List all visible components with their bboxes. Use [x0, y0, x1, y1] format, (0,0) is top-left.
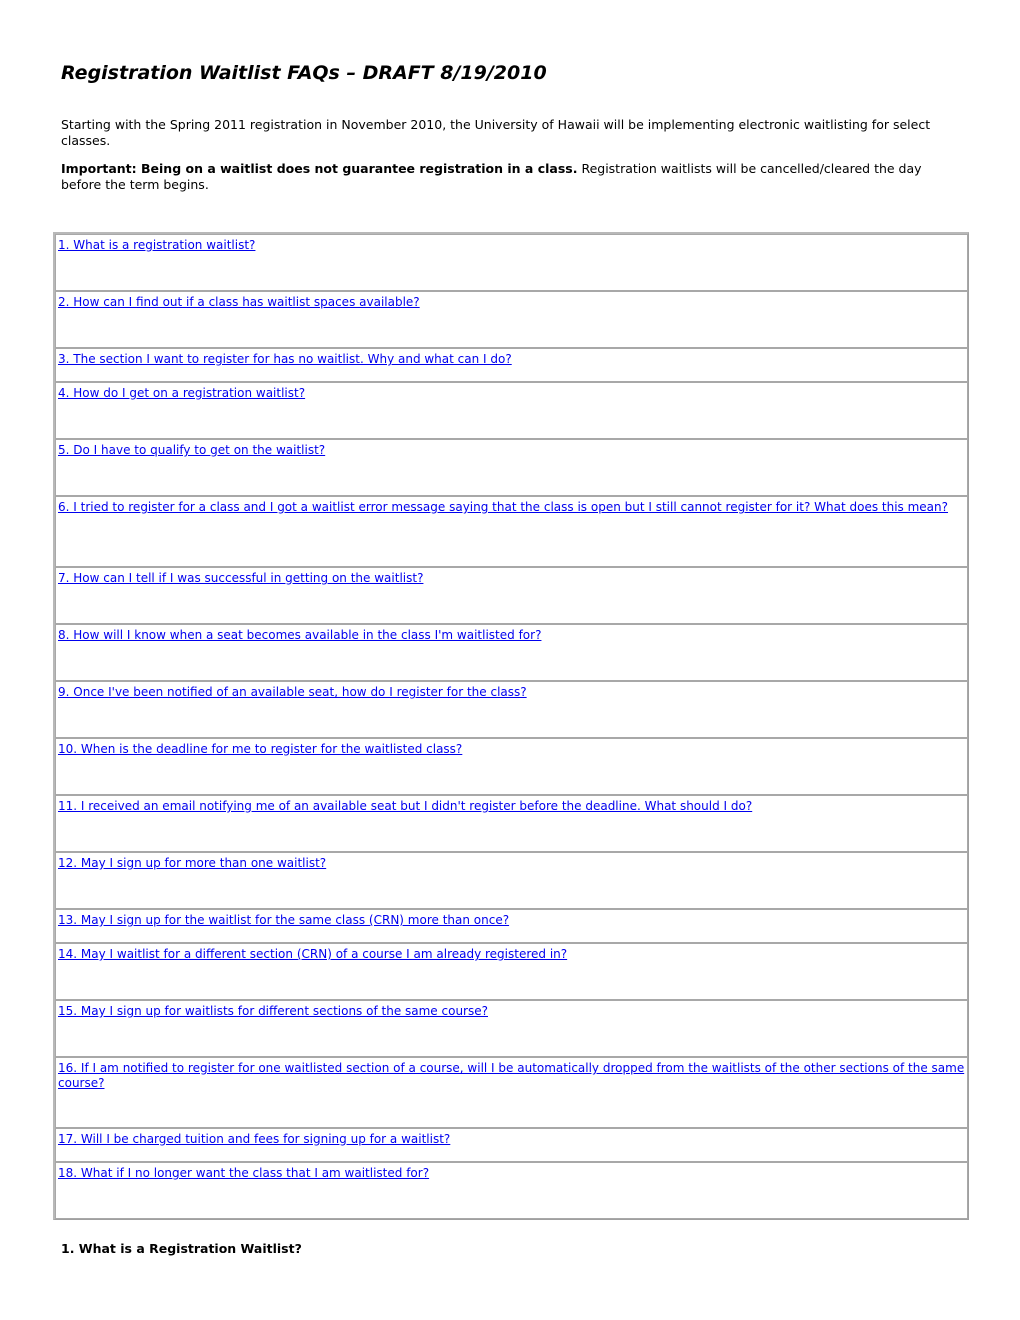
- faq-row: [55, 234, 968, 291]
- faq-cell: [55, 496, 968, 567]
- faq-cell: [55, 348, 968, 382]
- faq-cell: [55, 439, 968, 496]
- faq-cell: [55, 1057, 968, 1128]
- faq-cell: [55, 852, 968, 909]
- document-title: Registration Waitlist FAQs – DRAFT 8/19/2010: [61, 62, 547, 84]
- faq-link-11[interactable]: 11. I received an email notifying me of an available seat but I didn't register before the deadline. What should I do?: [58, 799, 753, 813]
- faq-cell: [55, 382, 968, 439]
- faq-link-15[interactable]: 15. May I sign up for waitlists for different sections of the same course?: [58, 1004, 488, 1018]
- faq-link-1[interactable]: 1. What is a registration waitlist?: [58, 238, 256, 252]
- faq-row: [55, 291, 968, 348]
- faq-index-table: [53, 232, 969, 1220]
- faq-row: [55, 624, 968, 681]
- faq-link-17[interactable]: 17. Will I be charged tuition and fees for signing up for a waitlist?: [58, 1132, 451, 1146]
- intro-paragraph: Starting with the Spring 2011 registration in November 2010, the University of Hawaii will be implementing electronic waitlisting for select classes.: [61, 117, 931, 148]
- faq-link-18[interactable]: 18. What if I no longer want the class that I am waitlisted for?: [58, 1166, 430, 1180]
- faq-cell: [55, 909, 968, 943]
- faq-link-12[interactable]: 12. May I sign up for more than one waitlist?: [58, 856, 327, 870]
- faq-link-3[interactable]: 3. The section I want to register for has no waitlist. Why and what can I do?: [58, 352, 512, 366]
- faq-row: [55, 382, 968, 439]
- faq-link-10[interactable]: 10. When is the deadline for me to register for the waitlisted class?: [58, 742, 463, 756]
- faq-row: [55, 852, 968, 909]
- important-notice-text: Registration waitlists will be cancelled/cleared the day before the term begins.: [61, 161, 922, 192]
- faq-row: [55, 348, 968, 382]
- faq-row: [55, 1128, 968, 1162]
- faq-cell: [55, 1000, 968, 1057]
- faq-row: [55, 795, 968, 852]
- faq-cell: [55, 567, 968, 624]
- faq-row: [55, 1057, 968, 1128]
- faq-row: [55, 738, 968, 795]
- faq-row: [55, 1000, 968, 1057]
- faq-row: [55, 1162, 968, 1219]
- important-notice: [61, 161, 953, 193]
- faq-cell: [55, 738, 968, 795]
- faq-row: [55, 439, 968, 496]
- faq-link-13[interactable]: 13. May I sign up for the waitlist for the same class (CRN) more than once?: [58, 913, 510, 927]
- faq-link-6[interactable]: 6. I tried to register for a class and I got a waitlist error message saying that the class is open but I still cannot register for it? What does this mean?: [58, 500, 949, 514]
- faq-cell: [55, 681, 968, 738]
- faq-cell: [55, 234, 968, 291]
- faq-link-5[interactable]: 5. Do I have to qualify to get on the waitlist?: [58, 443, 326, 457]
- faq-link-8[interactable]: 8. How will I know when a seat becomes available in the class I'm waitlisted for?: [58, 628, 542, 642]
- section-1-heading: 1. What is a Registration Waitlist?: [61, 1241, 302, 1256]
- faq-row: [55, 681, 968, 738]
- faq-link-2[interactable]: 2. How can I find out if a class has waitlist spaces available?: [58, 295, 420, 309]
- faq-cell: [55, 624, 968, 681]
- faq-row: [55, 496, 968, 567]
- faq-row: [55, 943, 968, 1000]
- faq-row: [55, 909, 968, 943]
- faq-cell: [55, 943, 968, 1000]
- faq-cell: [55, 291, 968, 348]
- faq-cell: [55, 1128, 968, 1162]
- faq-link-14[interactable]: 14. May I waitlist for a different section (CRN) of a course I am already registered in?: [58, 947, 568, 961]
- faq-link-9[interactable]: 9. Once I've been notified of an available seat, how do I register for the class?: [58, 685, 527, 699]
- faq-cell: [55, 795, 968, 852]
- faq-link-7[interactable]: 7. How can I tell if I was successful in getting on the waitlist?: [58, 571, 424, 585]
- faq-link-4[interactable]: 4. How do I get on a registration waitlist?: [58, 386, 306, 400]
- faq-cell: [55, 1162, 968, 1219]
- faq-link-16[interactable]: 16. If I am notified to register for one waitlisted section of a course, will I be automatically dropped from the waitlists of the other sections of the same course?: [58, 1061, 965, 1090]
- important-notice-bold: Important: Being on a waitlist does not guarantee registration in a class.: [61, 161, 578, 176]
- faq-row: [55, 567, 968, 624]
